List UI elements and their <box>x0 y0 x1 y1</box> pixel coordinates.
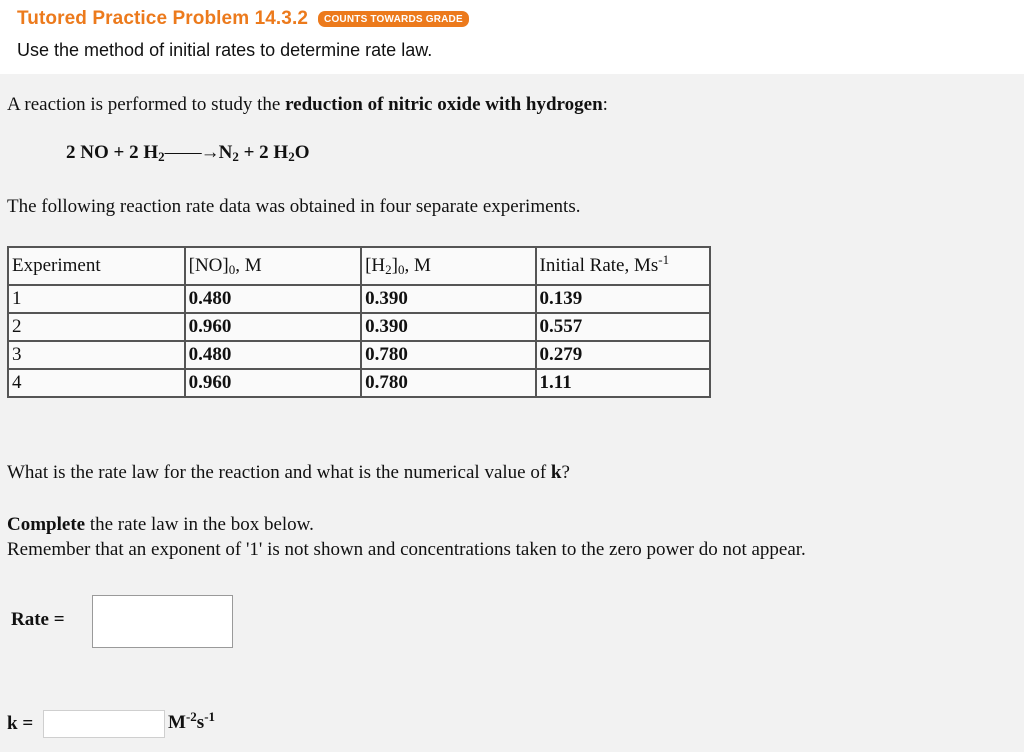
problem-header <box>0 0 1024 74</box>
units-exp-2: -1 <box>204 709 216 724</box>
header-experiment: Experiment <box>8 247 185 285</box>
header-no-sub: 0 <box>228 262 236 277</box>
problem-title: Tutored Practice Problem 14.3.2 <box>17 8 309 29</box>
cell-h2: 0.780 <box>361 369 535 397</box>
title-row <box>17 8 469 30</box>
table-row <box>8 313 710 341</box>
header-no-bracket: [NO] <box>188 255 229 276</box>
header-initial-rate <box>536 247 710 285</box>
cell-no: 0.480 <box>185 285 361 313</box>
data-description: The following reaction rate data was obtained in four separate experiments. <box>7 196 581 217</box>
cell-experiment: 1 <box>8 285 185 313</box>
complete-bold: Complete <box>7 514 86 535</box>
problem-subtitle: Use the method of initial rates to determine rate law. <box>17 40 433 60</box>
eq-right-1: N <box>218 142 233 163</box>
intro-suffix: : <box>602 94 608 115</box>
cell-rate: 0.557 <box>536 313 710 341</box>
cell-no: 0.960 <box>185 369 361 397</box>
header-h2-sub: 2 <box>385 262 392 277</box>
question-bold: k <box>550 462 562 483</box>
k-value-input[interactable] <box>43 710 165 738</box>
k-label-text: k = <box>7 713 34 734</box>
cell-h2: 0.390 <box>361 285 535 313</box>
eq-left: 2 NO + 2 H <box>66 142 159 163</box>
units-base-1: M <box>168 712 186 733</box>
cell-experiment: 2 <box>8 313 185 341</box>
cell-rate: 0.139 <box>536 285 710 313</box>
question-prefix: What is the rate law for the reaction and what is the numerical value of <box>7 462 551 483</box>
eq-sub-1: 2 <box>158 149 165 164</box>
header-no-unit: , M <box>235 255 262 276</box>
eq-sub-2: 2 <box>232 149 239 164</box>
intro-text <box>7 94 608 116</box>
header-rate-text: Initial Rate, Ms <box>539 255 659 276</box>
reaction-arrow-icon: ——→ <box>164 142 219 163</box>
cell-no: 0.480 <box>185 341 361 369</box>
eq-right-3: O <box>294 142 310 163</box>
intro-bold: reduction of nitric oxide with hydrogen <box>285 94 603 115</box>
units-base-2: s <box>196 712 205 733</box>
counts-towards-grade-badge: COUNTS TOWARDS GRADE <box>318 11 469 27</box>
table-row <box>8 285 710 313</box>
cell-experiment: 4 <box>8 369 185 397</box>
cell-h2: 0.390 <box>361 313 535 341</box>
cell-rate: 1.11 <box>536 369 710 397</box>
rate-data-table <box>7 246 711 398</box>
reaction-equation <box>66 142 309 164</box>
cell-no: 0.960 <box>185 313 361 341</box>
eq-sub-3: 2 <box>288 149 295 164</box>
units-exp-1: -2 <box>185 709 197 724</box>
header-h2-concentration <box>361 247 535 285</box>
header-h2-unit: , M <box>404 255 431 276</box>
header-h2-close: ] <box>391 255 398 276</box>
header-no-concentration <box>185 247 361 285</box>
k-units <box>168 709 216 734</box>
complete-rest: the rate law in the box below. <box>85 514 314 535</box>
question-text <box>7 462 570 484</box>
rate-label: Rate = <box>11 609 65 630</box>
k-label <box>7 713 33 735</box>
header-h2-sub0: 0 <box>397 262 405 277</box>
rate-law-input-box[interactable] <box>92 595 233 648</box>
header-rate-sup: -1 <box>658 252 670 267</box>
remember-note: Remember that an exponent of '1' is not shown and concentrations taken to the zero power do not appear. <box>7 539 806 560</box>
header-h2-open: [H <box>365 255 386 276</box>
complete-instruction <box>7 514 314 536</box>
table-row <box>8 369 710 397</box>
table-header-row <box>8 247 710 285</box>
table-row <box>8 341 710 369</box>
cell-rate: 0.279 <box>536 341 710 369</box>
cell-h2: 0.780 <box>361 341 535 369</box>
intro-prefix: A reaction is performed to study the <box>7 94 286 115</box>
eq-right-2: + 2 H <box>238 142 289 163</box>
question-suffix: ? <box>561 462 570 483</box>
cell-experiment: 3 <box>8 341 185 369</box>
